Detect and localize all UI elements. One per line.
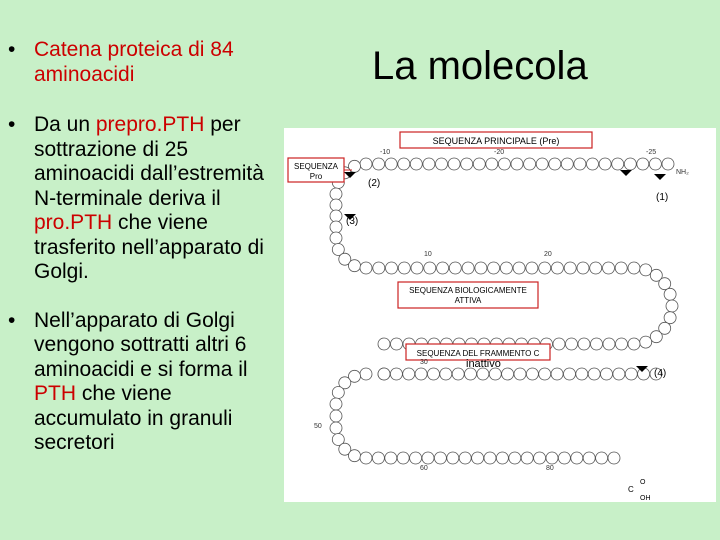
amino-acid-bead xyxy=(428,368,440,380)
amino-acid-bead xyxy=(628,262,640,274)
amino-acid-bead xyxy=(472,452,484,464)
bullet-text: Catena proteica di 84 aminoacidi xyxy=(34,38,234,86)
amino-acid-bead xyxy=(449,262,461,274)
pro-sequence-label: SEQUENZA xyxy=(293,162,339,171)
nh2-terminus: NH₂ xyxy=(676,169,689,176)
amino-acid-bead xyxy=(640,264,652,276)
amino-acid-bead xyxy=(452,368,464,380)
amino-acid-bead xyxy=(564,262,576,274)
residue-num-m25: -25 xyxy=(646,149,657,156)
amino-acid-bead xyxy=(330,232,342,244)
amino-acid-bead xyxy=(649,158,661,170)
bullet-highlight: prepro.PTH xyxy=(95,113,205,136)
cleavage-arrow-2b xyxy=(620,170,632,176)
amino-acid-bead xyxy=(608,452,620,464)
amino-acid-bead xyxy=(558,452,570,464)
amino-acid-bead xyxy=(509,452,521,464)
amino-acid-bead xyxy=(360,262,372,274)
oh-label: OH xyxy=(640,495,651,502)
amino-acid-bead xyxy=(591,338,603,350)
amino-acid-chain xyxy=(330,158,678,464)
amino-acid-bead xyxy=(637,158,649,170)
amino-acid-bead xyxy=(330,210,342,222)
amino-acid-bead xyxy=(459,452,471,464)
amino-acid-bead xyxy=(577,262,589,274)
amino-acid-bead xyxy=(422,452,434,464)
residue-num-60: 60 xyxy=(420,465,428,472)
amino-acid-bead xyxy=(526,368,538,380)
active-sequence-sublabel: ATTIVA xyxy=(454,296,482,305)
amino-acid-bead xyxy=(596,452,608,464)
amino-acid-bead xyxy=(440,368,452,380)
amino-acid-bead xyxy=(502,368,514,380)
amino-acid-bead xyxy=(475,262,487,274)
amino-acid-bead xyxy=(332,387,344,399)
amino-acid-bead xyxy=(561,158,573,170)
marker-1: (1) xyxy=(656,192,669,203)
amino-acid-bead xyxy=(461,158,473,170)
amino-acid-bead xyxy=(330,199,342,211)
amino-acid-bead xyxy=(511,158,523,170)
amino-acid-bead xyxy=(436,158,448,170)
amino-acid-bead xyxy=(650,331,662,343)
amino-acid-bead xyxy=(486,158,498,170)
amino-acid-bead xyxy=(498,158,510,170)
amino-acid-bead xyxy=(330,221,342,233)
amino-acid-bead xyxy=(484,452,496,464)
residue-num-30: 30 xyxy=(420,359,428,366)
amino-acid-bead xyxy=(588,368,600,380)
o-label: O xyxy=(640,479,646,486)
amino-acid-bead xyxy=(424,262,436,274)
amino-acid-bead xyxy=(513,262,525,274)
amino-acid-bead xyxy=(398,262,410,274)
amino-acid-bead xyxy=(664,288,676,300)
amino-acid-bead xyxy=(349,260,361,272)
amino-acid-bead xyxy=(526,262,538,274)
amino-acid-bead xyxy=(583,452,595,464)
active-sequence-label: SEQUENZA BIOLOGICAMENTE xyxy=(409,286,527,295)
amino-acid-bead xyxy=(539,262,551,274)
amino-acid-bead xyxy=(666,300,678,312)
pth-sequence-diagram xyxy=(284,128,716,502)
bullet-list xyxy=(8,38,280,456)
amino-acid-bead xyxy=(415,368,427,380)
amino-acid-bead xyxy=(385,158,397,170)
bullet-text: per sottrazione di 25 aminoacidi dall’estremità N-terminale deriva il xyxy=(34,113,264,210)
residue-num-m10: -10 xyxy=(380,149,391,156)
residue-num-m20: -20 xyxy=(494,149,505,156)
bullet-highlight: PTH xyxy=(34,382,76,405)
marker-3: (3) xyxy=(346,216,359,227)
amino-acid-bead xyxy=(553,338,565,350)
amino-acid-bead xyxy=(578,338,590,350)
amino-acid-bead xyxy=(664,312,676,324)
bullet-text: Da un xyxy=(34,113,96,136)
amino-acid-bead xyxy=(390,368,402,380)
amino-acid-bead xyxy=(615,262,627,274)
residue-num-20: 20 xyxy=(544,251,552,258)
amino-acid-bead xyxy=(662,158,674,170)
amino-acid-bead xyxy=(488,262,500,274)
amino-acid-bead xyxy=(496,452,508,464)
bullet-item xyxy=(8,38,280,87)
amino-acid-bead xyxy=(536,158,548,170)
amino-acid-bead xyxy=(659,278,671,290)
amino-acid-bead xyxy=(549,158,561,170)
amino-acid-bead xyxy=(462,262,474,274)
amino-acid-bead xyxy=(612,158,624,170)
slide-title: La molecola xyxy=(372,44,588,88)
amino-acid-bead xyxy=(599,158,611,170)
bullet-text: Nell’apparato di Golgi vengono sottratti altri 6 aminoacidi e si forma il xyxy=(34,308,248,381)
amino-acid-bead xyxy=(564,368,576,380)
amino-acid-bead xyxy=(601,368,613,380)
cleavage-arrow-1 xyxy=(654,174,666,180)
amino-acid-bead xyxy=(437,262,449,274)
amino-acid-bead xyxy=(391,338,403,350)
c-terminus-label: C xyxy=(628,485,634,494)
amino-acid-bead xyxy=(386,262,398,274)
marker-2: (2) xyxy=(368,178,381,189)
amino-acid-bead xyxy=(360,368,372,380)
bullet-item xyxy=(8,113,280,285)
amino-acid-bead xyxy=(372,452,384,464)
amino-acid-bead xyxy=(410,158,422,170)
amino-acid-bead xyxy=(434,452,446,464)
amino-acid-bead xyxy=(398,158,410,170)
amino-acid-bead xyxy=(473,158,485,170)
amino-acid-bead xyxy=(360,452,372,464)
bullet-text: che viene trasferito nell’apparato di Golgi. xyxy=(34,211,264,283)
amino-acid-bead xyxy=(628,338,640,350)
amino-acid-bead xyxy=(410,452,422,464)
amino-acid-bead xyxy=(534,452,546,464)
amino-acid-bead xyxy=(360,158,372,170)
amino-acid-bead xyxy=(551,262,563,274)
amino-acid-bead xyxy=(640,336,652,348)
amino-acid-bead xyxy=(566,338,578,350)
residue-num-50: 50 xyxy=(314,423,322,430)
amino-acid-bead xyxy=(574,158,586,170)
residue-num-10: 10 xyxy=(424,251,432,258)
amino-acid-bead xyxy=(571,452,583,464)
amino-acid-bead xyxy=(373,262,385,274)
amino-acid-bead xyxy=(514,368,526,380)
amino-acid-bead xyxy=(613,368,625,380)
amino-acid-bead xyxy=(616,338,628,350)
pro-sequence-sublabel: Pro xyxy=(309,172,323,181)
amino-acid-bead xyxy=(447,452,459,464)
amino-acid-bead xyxy=(423,158,435,170)
residue-num-80: 80 xyxy=(546,465,554,472)
amino-acid-bead xyxy=(385,452,397,464)
amino-acid-bead xyxy=(378,338,390,350)
amino-acid-bead xyxy=(373,158,385,170)
amino-acid-bead xyxy=(551,368,563,380)
amino-acid-bead xyxy=(397,452,409,464)
amino-acid-bead xyxy=(378,368,390,380)
amino-acid-bead xyxy=(625,368,637,380)
amino-acid-bead xyxy=(448,158,460,170)
fragment-c-label: SEQUENZA DEL FRAMMENTO C xyxy=(416,349,540,358)
amino-acid-bead xyxy=(411,262,423,274)
amino-acid-bead xyxy=(603,262,615,274)
amino-acid-bead xyxy=(576,368,588,380)
amino-acid-bead xyxy=(330,422,342,434)
bullet-item xyxy=(8,309,280,456)
amino-acid-bead xyxy=(330,188,342,200)
amino-acid-bead xyxy=(330,398,342,410)
amino-acid-bead xyxy=(587,158,599,170)
inactive-label: inattivo xyxy=(466,358,501,370)
amino-acid-bead xyxy=(330,410,342,422)
amino-acid-bead xyxy=(539,368,551,380)
amino-acid-bead xyxy=(403,368,415,380)
bullet-text: che viene accumulato in granuli secretori xyxy=(34,382,233,454)
amino-acid-bead xyxy=(603,338,615,350)
marker-4: (4) xyxy=(654,368,667,379)
amino-acid-bead xyxy=(590,262,602,274)
amino-acid-bead xyxy=(546,452,558,464)
amino-acid-bead xyxy=(624,158,636,170)
amino-acid-bead xyxy=(500,262,512,274)
amino-acid-bead xyxy=(521,452,533,464)
sequence-chain-figure xyxy=(284,128,716,502)
amino-acid-bead xyxy=(524,158,536,170)
bullet-highlight: pro.PTH xyxy=(34,211,113,234)
amino-acid-bead xyxy=(349,450,361,462)
pre-sequence-label: SEQUENZA PRINCIPALE (Pre) xyxy=(432,136,560,146)
